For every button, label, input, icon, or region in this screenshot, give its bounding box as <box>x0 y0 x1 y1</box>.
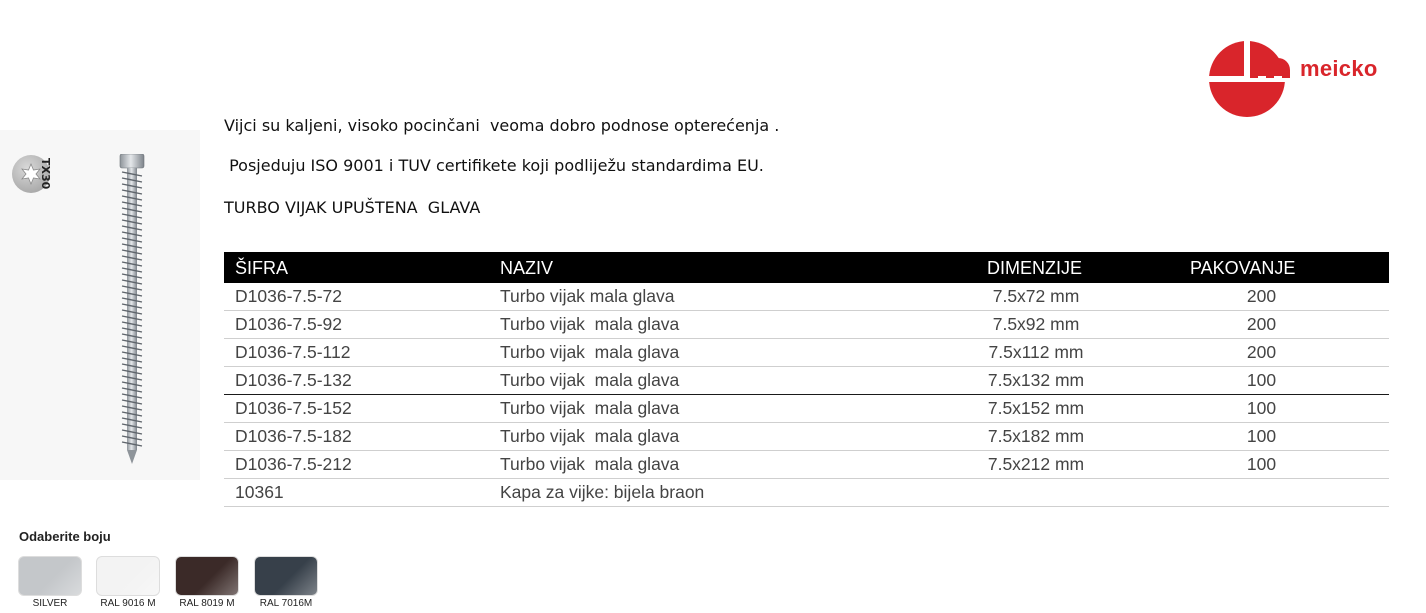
cell-package: 200 <box>1246 314 1277 334</box>
screw-image <box>117 154 147 464</box>
description-line-2: Posjeduju ISO 9001 i TUV certifikete koji podliježu standardima EU. <box>224 156 764 175</box>
cell-dimension: 7.5x152 mm <box>987 398 1085 418</box>
cell-code: D1036-7.5-92 <box>235 314 343 334</box>
product-table <box>224 252 1389 507</box>
color-label-ral-8019: RAL 8019 M <box>179 598 235 609</box>
table-row <box>224 283 1389 311</box>
color-label-ral-9016: RAL 9016 M <box>100 598 156 609</box>
cell-package: 100 <box>1246 426 1277 446</box>
cell-code: D1036-7.5-212 <box>235 454 352 474</box>
cell-name: Turbo vijak mala glava <box>500 370 680 390</box>
table-row <box>224 423 1389 451</box>
description-line-1: Vijci su kaljeni, visoko pocinčani veoma dobro podnose opterećenja . <box>224 116 780 135</box>
color-swatch-ral-8019[interactable] <box>175 556 239 596</box>
cell-name: Turbo vijak mala glava <box>500 454 680 474</box>
cell-dimension: 7.5x72 mm <box>992 286 1080 306</box>
header-pakovanje: PAKOVANJE <box>1190 258 1296 278</box>
color-label-silver: SILVER <box>32 598 68 609</box>
cell-name: Turbo vijak mala glava <box>500 286 675 306</box>
cell-dimension: 7.5x212 mm <box>987 454 1085 474</box>
cell-dimension: 7.5x132 mm <box>987 370 1085 390</box>
header-dimenzije: DIMENZIJE <box>987 258 1083 278</box>
color-swatch-silver[interactable] <box>18 556 82 596</box>
color-swatch-ral-7016[interactable] <box>254 556 318 596</box>
table-row <box>224 311 1389 339</box>
cell-name: Turbo vijak mala glava <box>500 398 680 418</box>
table-row <box>224 367 1389 395</box>
meicko-logo <box>1208 40 1292 118</box>
header-sifra: ŠIFRA <box>235 258 289 278</box>
cell-code: D1036-7.5-132 <box>235 370 352 390</box>
table-row <box>224 479 1389 507</box>
cell-name: Turbo vijak mala glava <box>500 314 680 334</box>
table-row <box>224 395 1389 423</box>
cell-package: 200 <box>1246 342 1277 362</box>
cell-package: 100 <box>1246 370 1277 390</box>
cell-name: Kapa za vijke: bijela braon <box>500 482 705 502</box>
color-selector-title: Odaberite boju <box>19 529 111 544</box>
cell-code: 10361 <box>235 482 284 502</box>
cell-dimension: 7.5x182 mm <box>987 426 1085 446</box>
cell-dimension: 7.5x112 mm <box>988 342 1084 362</box>
cell-dimension: 7.5x92 mm <box>992 314 1080 334</box>
cell-package: 100 <box>1246 454 1277 474</box>
cell-code: D1036-7.5-152 <box>235 398 352 418</box>
table-row <box>224 339 1389 367</box>
color-label-ral-7016: RAL 7016M <box>259 598 313 609</box>
table-row <box>224 451 1389 479</box>
table-header <box>224 252 1389 283</box>
brand-name: meicko <box>1300 56 1378 81</box>
cell-name: Turbo vijak mala glava <box>500 342 680 362</box>
drive-size-label: TX30 <box>39 158 52 190</box>
cell-code: D1036-7.5-182 <box>235 426 352 446</box>
color-swatch-ral-9016[interactable] <box>96 556 160 596</box>
cell-name: Turbo vijak mala glava <box>500 426 680 446</box>
cell-code: D1036-7.5-112 <box>235 342 351 362</box>
product-title: TURBO VIJAK UPUŠTENA GLAVA <box>224 198 481 217</box>
header-naziv: NAZIV <box>500 258 554 278</box>
cell-package: 200 <box>1246 286 1277 306</box>
cell-package: 100 <box>1246 398 1277 418</box>
cell-code: D1036-7.5-72 <box>235 286 343 306</box>
